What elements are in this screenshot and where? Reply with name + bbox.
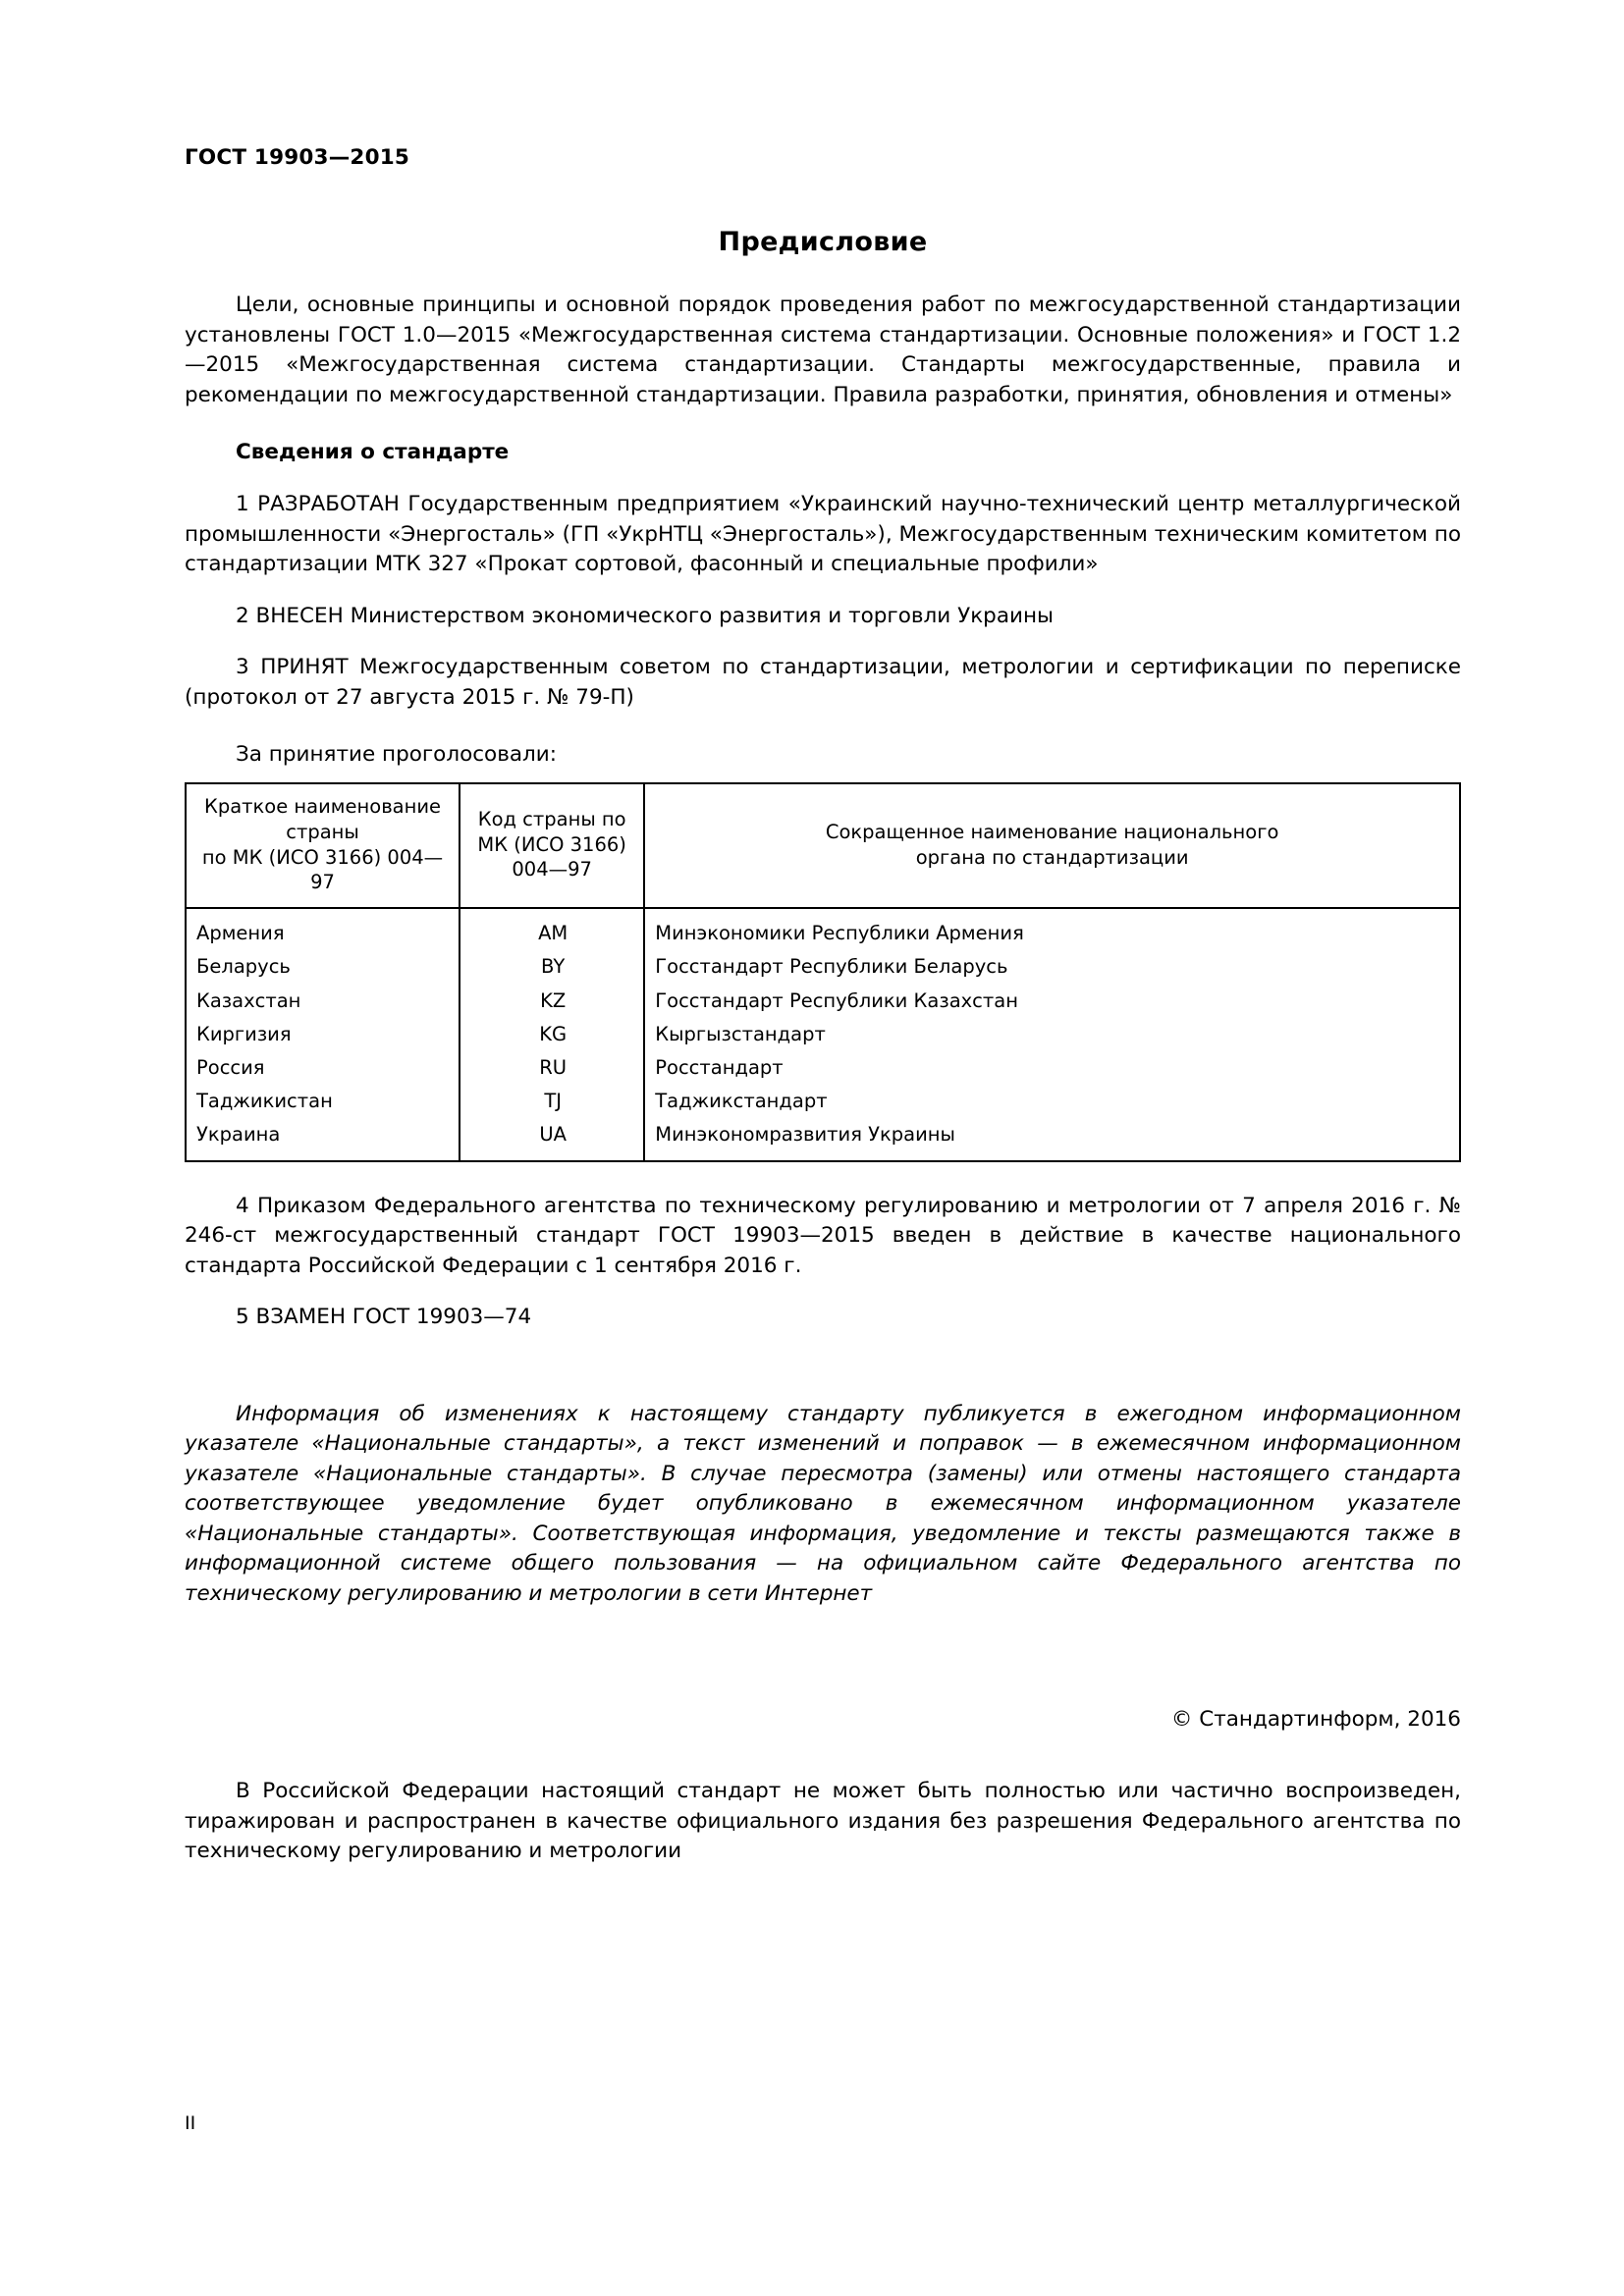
reproduction-note: В Российской Федерации настоящий стандарт не может быть полностью или частично воспроизведен, тиражирован и распространен в качестве официального издания без разрешения Федерального агентства по техническому регулированию и метрологии [185,1779,1461,1864]
cell-country: Беларусь [186,950,460,984]
clause-3: 3 ПРИНЯТ Межгосударственным советом по стандартизации, метрологии и сертификации по переписке (протокол от 27 августа 2015 г. № 79-П) [185,655,1461,710]
column-header-body-line2: органа по стандартизации [915,845,1189,869]
clause-4: 4 Приказом Федерального агентства по техническому регулированию и метрологии от 7 апреля 2016 г. № 246-ст межгосударственный стандарт ГОСТ 19903—2015 введен в действие в качестве национального стандарта Российской Федерации с 1 сентября 2016 г. [185,1193,1461,1278]
cell-code: AM [460,908,644,950]
page-number: II [185,2112,196,2134]
cell-code: TJ [460,1085,644,1118]
cell-body: Госстандарт Республики Беларусь [655,955,1008,979]
vote-lead-text: За принятие проголосовали: [236,742,558,768]
cell-code: UA [460,1118,644,1160]
cell-country: Россия [186,1051,460,1085]
standard-number-header: ГОСТ 19903—2015 [185,145,410,170]
cell-country: Армения [186,908,460,950]
table-row [186,1085,1460,1118]
table-row [186,985,1460,1018]
cell-body: Росстандарт [655,1055,784,1079]
cell-country: Украина [186,1118,460,1160]
cell-body: Минэкономики Республики Армения [655,922,1024,945]
page-content [185,145,1461,1867]
cell-code: RU [460,1051,644,1085]
cell-code: KG [460,1018,644,1051]
column-header-country-line1: Краткое наименование страны [204,795,442,843]
cell-code: BY [460,950,644,984]
cell-body: Кыргызстандарт [655,1022,826,1045]
voting-countries-table [185,782,1461,1161]
cell-body: Таджикстандарт [655,1090,828,1113]
cell-country: Киргизия [186,1018,460,1051]
column-header-body [644,783,1460,908]
cell-country: Таджикистан [186,1085,460,1118]
column-header-country-line2: по МК (ИСО 3166) 004—97 [201,845,444,894]
table-header-row [186,783,1460,908]
table-row [186,1118,1460,1160]
intro-paragraph: Цели, основные принципы и основной порядок проведения работ по межгосударственной стандартизации установлены ГОСТ 1.0—2015 «Межгосударственная система стандартизации. Основные положения» и ГОСТ 1.2—2015 «Межгосударственная система стандартизации. Стандарты межгосударственные, правила и рекомендации по межгосударственной стандартизации. Правила разработки, принятия, обновления и отмены» [185,293,1461,407]
cell-country: Казахстан [186,985,460,1018]
clause-2: 2 ВНЕСЕН Министерством экономического развития и торговли Украины [236,603,1055,628]
copyright-line: © Стандартинформ, 2016 [1170,1707,1461,1733]
cell-body: Госстандарт Республики Казахстан [655,988,1018,1012]
column-header-code [460,783,644,908]
column-header-country [186,783,460,908]
cell-code: KZ [460,985,644,1018]
table-row [186,950,1460,984]
cell-body: Минэкономразвития Украины [655,1123,955,1147]
column-header-body-line1: Сокращенное наименование национального [825,820,1279,843]
table-body [186,908,1460,1161]
clause-1: 1 РАЗРАБОТАН Государственным предприятием «Украинский научно-технический центр металлургической промышленности «Энергосталь» (ГП «УкрНТЦ «Энергосталь»), Межгосударственным техническим комитетом по стандартизации МТК 327 «Прокат сортовой, фасонный и специальные профили» [185,492,1462,577]
column-header-code-line1: Код страны по [477,808,626,831]
changes-notice: Информация об изменениях к настоящему стандарту публикуется в ежегодном информационном указателе «Национальные стандарты», а текст изменений и поправок — в ежемесячном информационном указателе «Национальные стандарты». В случае пересмотра (замены) или отмены настоящего стандарта соответствующее уведомление будет опубликовано в ежемесячном информационном указателе «Национальные стандарты». Соответствующая информация, уведомление и тексты размещаются также в информационной системе общего пользования — на официальном сайте Федерального агентства по техническому регулированию и метрологии в сети Интернет [185,1401,1461,1606]
page-title: Предисловие [718,227,928,257]
table-row [186,1018,1460,1051]
clause-5: 5 ВЗАМЕН ГОСТ 19903—74 [236,1305,532,1330]
table-row [186,1051,1460,1085]
table-row [186,908,1460,950]
section-subtitle: Сведения о стандарте [236,440,510,465]
column-header-code-line2: МК (ИСО 3166) 004—97 [477,832,626,881]
